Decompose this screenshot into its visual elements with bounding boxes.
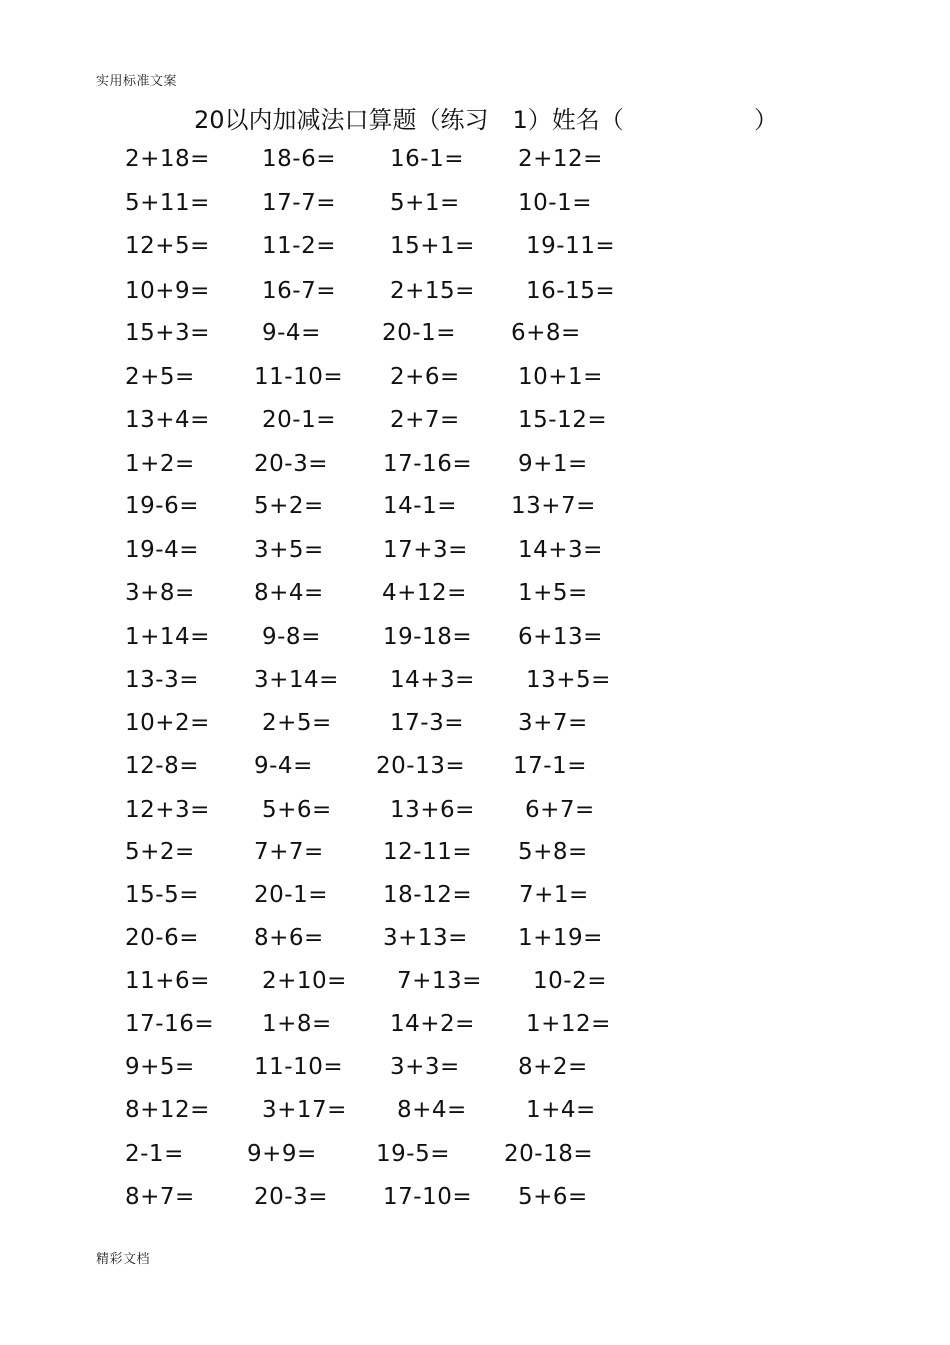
problem-item: 10-1= <box>518 190 592 216</box>
problem-item: 3+14= <box>254 667 339 693</box>
problem-item: 5+8= <box>518 839 588 865</box>
problem-item: 15+1= <box>390 233 475 259</box>
problem-item: 1+4= <box>526 1097 596 1123</box>
problem-item: 8+4= <box>397 1097 467 1123</box>
problem-item: 19-5= <box>376 1141 450 1167</box>
problem-row <box>0 320 950 352</box>
problem-item: 19-6= <box>125 493 199 519</box>
problem-item: 2+7= <box>390 407 460 433</box>
problem-item: 7+7= <box>254 839 324 865</box>
problem-item: 8+7= <box>125 1184 195 1210</box>
problem-item: 17-16= <box>125 1011 215 1037</box>
problem-row <box>0 753 950 785</box>
problem-item: 19-4= <box>125 537 199 563</box>
problem-item: 2+6= <box>390 364 460 390</box>
problem-row <box>0 233 950 265</box>
problem-item: 2+10= <box>262 968 347 994</box>
problem-item: 20-1= <box>382 320 456 346</box>
problem-item: 10+9= <box>125 278 210 304</box>
problem-item: 12+5= <box>125 233 210 259</box>
problem-item: 3+17= <box>262 1097 347 1123</box>
problem-row <box>0 710 950 742</box>
problem-row <box>0 1011 950 1043</box>
problem-item: 20-6= <box>125 925 199 951</box>
problem-item: 7+13= <box>397 968 482 994</box>
problem-item: 5+1= <box>390 190 460 216</box>
problem-item: 10+2= <box>125 710 210 736</box>
problem-item: 14+3= <box>518 537 603 563</box>
problem-row <box>0 537 950 569</box>
title-text: 20以内加减法口算题（练习 1）姓名（ <box>194 106 624 134</box>
problem-row <box>0 667 950 699</box>
problem-row <box>0 407 950 439</box>
problem-item: 5+2= <box>125 839 195 865</box>
problem-item: 20-3= <box>254 451 328 477</box>
problem-item: 16-1= <box>390 146 464 172</box>
problem-item: 9+1= <box>518 451 588 477</box>
problem-item: 11-10= <box>254 1054 344 1080</box>
problem-item: 3+5= <box>254 537 324 563</box>
problem-row <box>0 580 950 612</box>
problem-item: 16-7= <box>262 278 336 304</box>
problem-item: 1+2= <box>125 451 195 477</box>
problem-item: 11-2= <box>262 233 336 259</box>
problem-item: 6+7= <box>525 797 595 823</box>
problem-item: 2+5= <box>125 364 195 390</box>
problem-item: 5+6= <box>262 797 332 823</box>
problem-item: 16-15= <box>526 278 616 304</box>
problem-item: 13+4= <box>125 407 210 433</box>
problem-row <box>0 146 950 178</box>
problem-item: 1+19= <box>518 925 603 951</box>
problem-row <box>0 925 950 957</box>
problem-row <box>0 797 950 829</box>
problem-item: 9-4= <box>262 320 321 346</box>
problem-item: 5+2= <box>254 493 324 519</box>
problem-item: 19-11= <box>526 233 616 259</box>
problem-item: 12+3= <box>125 797 210 823</box>
problem-item: 19-18= <box>383 624 473 650</box>
footer-note: 精彩文档 <box>96 1252 151 1267</box>
problem-item: 12-11= <box>383 839 473 865</box>
problem-item: 20-3= <box>254 1184 328 1210</box>
problem-item: 17+3= <box>383 537 468 563</box>
problem-row <box>0 1184 950 1216</box>
problem-item: 13+7= <box>511 493 596 519</box>
problem-item: 18-12= <box>383 882 473 908</box>
problem-item: 8+4= <box>254 580 324 606</box>
problem-item: 9-8= <box>262 624 321 650</box>
problem-item: 10+1= <box>518 364 603 390</box>
problem-item: 13+6= <box>390 797 475 823</box>
problem-item: 6+13= <box>518 624 603 650</box>
problem-row <box>0 839 950 871</box>
problem-row <box>0 278 950 310</box>
problem-item: 1+5= <box>518 580 588 606</box>
problem-item: 3+8= <box>125 580 195 606</box>
problem-row <box>0 1054 950 1086</box>
problem-row <box>0 1097 950 1129</box>
problem-item: 14+3= <box>390 667 475 693</box>
problem-item: 4+12= <box>382 580 467 606</box>
problem-row <box>0 1141 950 1173</box>
problem-item: 6+8= <box>511 320 581 346</box>
problem-item: 1+8= <box>262 1011 332 1037</box>
problem-item: 1+14= <box>125 624 210 650</box>
problem-item: 17-1= <box>513 753 587 779</box>
problem-item: 12-8= <box>125 753 199 779</box>
problem-item: 20-18= <box>504 1141 594 1167</box>
problem-item: 13-3= <box>125 667 199 693</box>
problem-item: 17-7= <box>262 190 336 216</box>
problem-item: 8+6= <box>254 925 324 951</box>
problem-item: 2+5= <box>262 710 332 736</box>
problem-item: 9-4= <box>254 753 313 779</box>
problem-item: 3+13= <box>383 925 468 951</box>
problem-row <box>0 493 950 525</box>
problem-item: 5+6= <box>518 1184 588 1210</box>
problem-item: 7+1= <box>519 882 589 908</box>
problem-row <box>0 190 950 222</box>
problem-item: 20-1= <box>262 407 336 433</box>
problem-item: 18-6= <box>262 146 336 172</box>
problem-item: 15-5= <box>125 882 199 908</box>
problem-item: 2+18= <box>125 146 210 172</box>
problem-item: 11+6= <box>125 968 210 994</box>
problem-row <box>0 624 950 656</box>
problem-item: 8+12= <box>125 1097 210 1123</box>
problem-item: 17-16= <box>383 451 473 477</box>
problem-item: 20-1= <box>254 882 328 908</box>
problem-item: 15+3= <box>125 320 210 346</box>
problem-item: 9+5= <box>125 1054 195 1080</box>
problem-item: 9+9= <box>247 1141 317 1167</box>
problem-row <box>0 364 950 396</box>
problem-row <box>0 882 950 914</box>
title-close-paren: ） <box>754 106 778 134</box>
problem-item: 14-1= <box>383 493 457 519</box>
problem-item: 10-2= <box>533 968 607 994</box>
problem-item: 2+12= <box>518 146 603 172</box>
problem-row <box>0 968 950 1000</box>
problem-item: 20-13= <box>376 753 466 779</box>
problem-item: 8+2= <box>518 1054 588 1080</box>
problem-item: 13+5= <box>526 667 611 693</box>
header-note: 实用标准文案 <box>96 74 178 89</box>
problem-item: 3+7= <box>518 710 588 736</box>
problem-row <box>0 451 950 483</box>
problem-item: 15-12= <box>518 407 608 433</box>
problem-item: 17-10= <box>383 1184 473 1210</box>
problem-item: 2+15= <box>390 278 475 304</box>
problem-item: 11-10= <box>254 364 344 390</box>
problem-item: 17-3= <box>390 710 464 736</box>
problem-item: 5+11= <box>125 190 210 216</box>
problem-item: 14+2= <box>390 1011 475 1037</box>
problem-item: 3+3= <box>390 1054 460 1080</box>
problem-item: 2-1= <box>125 1141 184 1167</box>
problem-item: 1+12= <box>526 1011 611 1037</box>
